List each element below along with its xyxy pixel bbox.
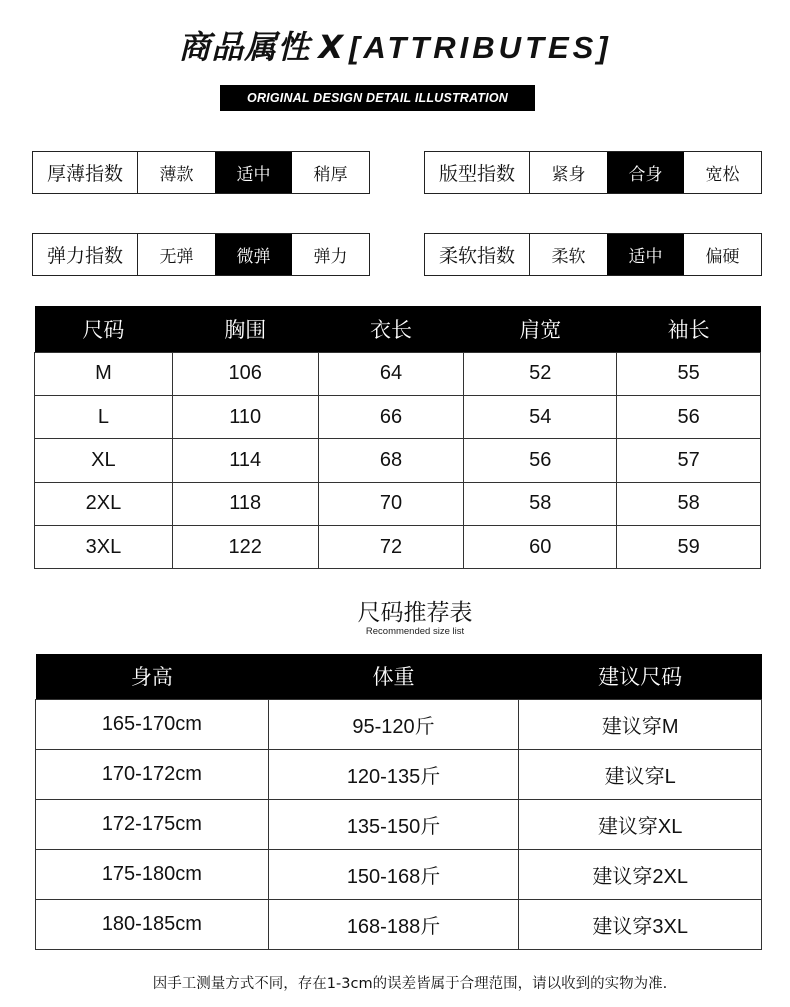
attr-option: 薄款: [159, 165, 194, 185]
attr-option-selected: 适中: [607, 234, 684, 275]
table-cell: 150-168斤: [268, 850, 519, 900]
attr-label: 版型指数: [425, 152, 530, 193]
table-cell: 建议穿M: [519, 699, 762, 749]
table-cell: 168-188斤: [268, 900, 519, 950]
header-cell: 建议尺码: [519, 654, 762, 699]
header-cell: 体重: [268, 654, 519, 699]
table-row: [35, 482, 761, 525]
table-cell: 建议穿2XL: [519, 850, 762, 900]
recommend-table: [35, 654, 762, 950]
table-row: [35, 352, 761, 395]
table-row: [36, 799, 762, 849]
table-cell: 54: [464, 395, 617, 438]
table-cell: 118: [172, 482, 318, 525]
attr-softness: [424, 233, 762, 276]
table-cell: 64: [318, 352, 464, 395]
table-cell: 55: [617, 352, 761, 395]
table-cell: 106: [172, 352, 318, 395]
table-cell: 56: [617, 395, 761, 438]
attr-option: 紧身: [551, 165, 586, 185]
table-cell: 72: [318, 526, 464, 569]
attr-option-selected: 适中: [215, 152, 292, 193]
size-table: [34, 306, 761, 569]
attr-elasticity: [32, 233, 370, 276]
attr-option: 无弹: [159, 247, 194, 267]
table-cell: 建议穿XL: [519, 799, 762, 849]
table-cell: 70: [318, 482, 464, 525]
size-table-header: [35, 306, 761, 352]
attr-option-selected: 合身: [607, 152, 684, 193]
table-cell: 165-170cm: [36, 699, 269, 749]
table-cell: 114: [172, 439, 318, 482]
title-cn: 商品属性: [178, 28, 311, 66]
table-cell: 122: [172, 526, 318, 569]
table-cell: XL: [35, 439, 173, 482]
table-cell: 58: [617, 482, 761, 525]
table-cell: 建议穿L: [519, 749, 762, 799]
table-row: [36, 850, 762, 900]
table-cell: 170-172cm: [36, 749, 269, 799]
attr-label: 柔软指数: [425, 234, 530, 275]
attr-option: 柔软: [551, 247, 586, 267]
table-cell: L: [35, 395, 173, 438]
attr-option-selected: 微弹: [215, 234, 292, 275]
table-cell: 52: [464, 352, 617, 395]
recommend-title: 尺码推荐表: [357, 600, 473, 626]
attr-label: 弹力指数: [33, 234, 138, 275]
header-cell: 袖长: [617, 306, 761, 352]
table-cell: 68: [318, 439, 464, 482]
table-cell: 58: [464, 482, 617, 525]
table-cell: 2XL: [35, 482, 173, 525]
header-cell: 胸围: [172, 306, 318, 352]
header-cell: 肩宽: [464, 306, 617, 352]
table-row: [36, 699, 762, 749]
attr-option: 稍厚: [313, 165, 348, 185]
table-cell: 120-135斤: [268, 749, 519, 799]
recommend-subtitle: Recommended size list: [365, 626, 465, 637]
page-title: [0, 22, 790, 68]
attr-label: 厚薄指数: [33, 152, 138, 193]
table-row: [35, 395, 761, 438]
table-cell: 3XL: [35, 526, 173, 569]
table-cell: 59: [617, 526, 761, 569]
table-cell: 66: [318, 395, 464, 438]
table-cell: 建议穿3XL: [519, 900, 762, 950]
title-en: [ATTRIBUTES]: [349, 30, 612, 65]
table-cell: 172-175cm: [36, 799, 269, 849]
table-row: [36, 749, 762, 799]
attr-option: 宽松: [705, 165, 740, 185]
table-row: [35, 526, 761, 569]
header-cell: 身高: [36, 654, 269, 699]
attr-thickness: [32, 151, 370, 194]
table-cell: 57: [617, 439, 761, 482]
subtitle-banner: ORIGINAL DESIGN DETAIL ILLUSTRATION: [220, 85, 535, 111]
measurement-note: 因手工测量方式不同，存在1-3cm的误差皆属于合理范围，请以收到的实物为准.: [152, 976, 668, 992]
table-cell: M: [35, 352, 173, 395]
table-cell: 60: [464, 526, 617, 569]
table-row: [36, 900, 762, 950]
table-cell: 180-185cm: [36, 900, 269, 950]
table-cell: 95-120斤: [268, 699, 519, 749]
table-cell: 110: [172, 395, 318, 438]
title-x: X: [318, 28, 343, 66]
recommend-table-header: [36, 654, 762, 699]
attr-option: 弹力: [313, 247, 348, 267]
table-cell: 135-150斤: [268, 799, 519, 849]
header-cell: 尺码: [35, 306, 173, 352]
header-cell: 衣长: [318, 306, 464, 352]
table-row: [35, 439, 761, 482]
table-cell: 56: [464, 439, 617, 482]
table-cell: 175-180cm: [36, 850, 269, 900]
attr-fit: [424, 151, 762, 194]
attr-option: 偏硬: [705, 247, 740, 267]
